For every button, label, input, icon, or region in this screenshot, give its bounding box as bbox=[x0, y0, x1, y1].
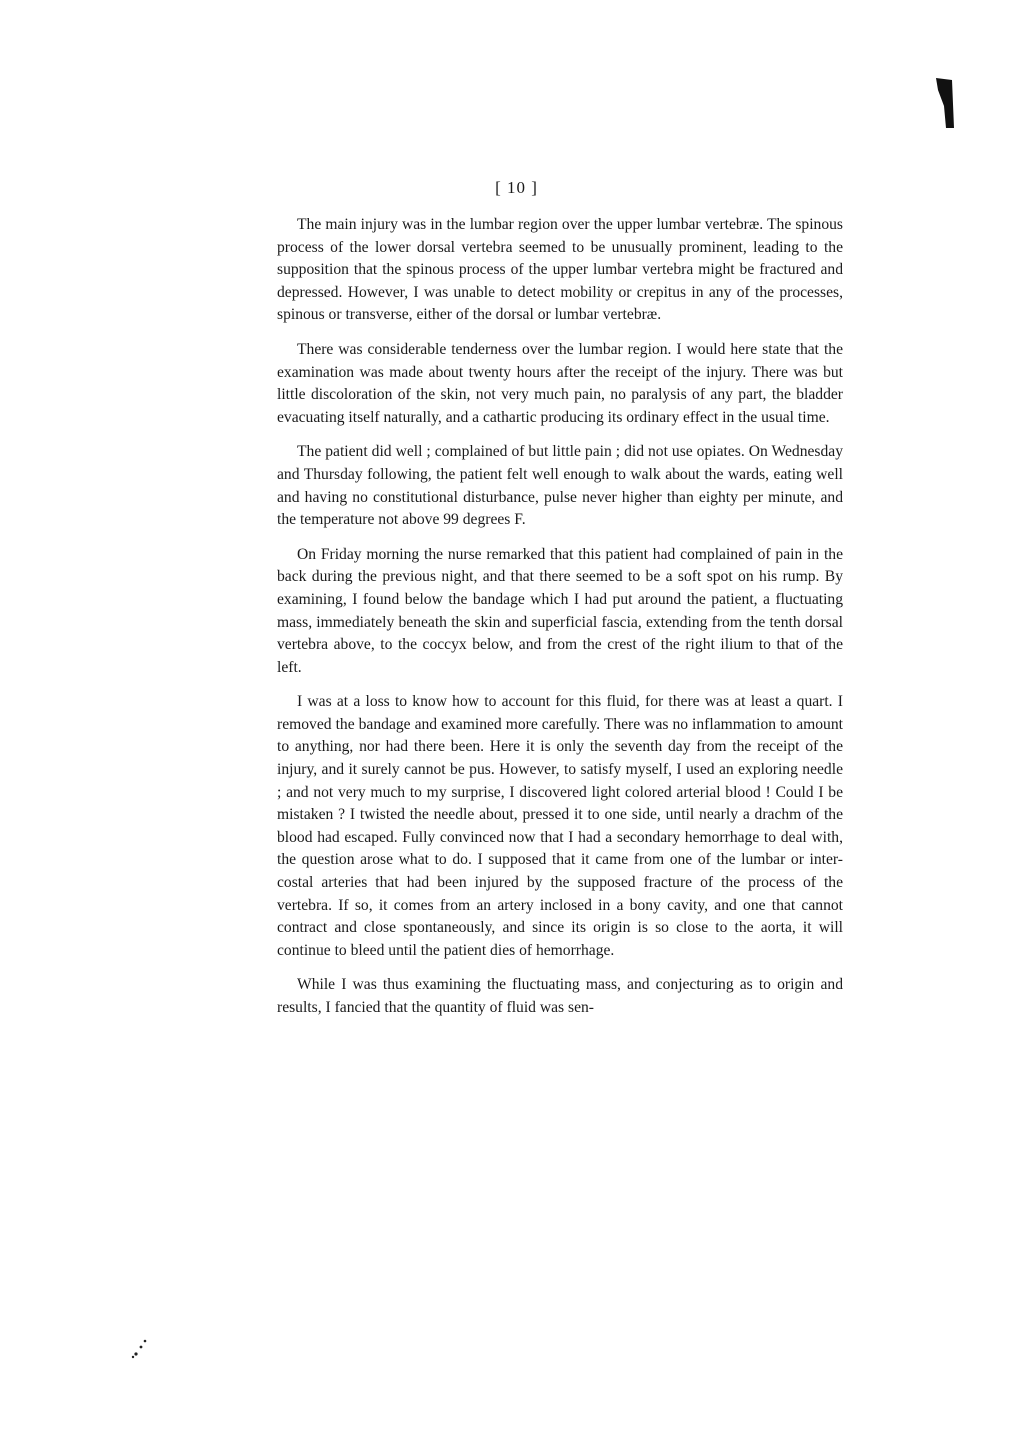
paragraph-4: On Friday morning the nurse remarked that this patient had complained of pain in the back during the previous night, and that there seemed to be a soft spot on his rump. By examining, I found below the bandage which I had put around the patient, a fluctuating mass, immediately beneath the skin and superficial fascia, extending from the tenth dorsal vertebra above, to the coccyx below, and from the crest of the right ilium to that of the left. bbox=[277, 545, 843, 676]
paragraph-2: There was considerable tenderness over the lumbar region. I would here state that the examination was made about twenty hours after the receipt of the injury. There was but little discoloration of the skin, not very much pain, no paralysis of any part, the bladder evacuating itself naturally, and a cathartic producing its ordinary effect in the usual time. bbox=[277, 340, 843, 426]
paragraph-5: I was at a loss to know how to account for this fluid, for there was at least a quart. I removed the bandage and examined more carefully. There was no inflammation to amount to anything, nor had there been. Here it is only the seventh day from the receipt of the injury, and it surely cannot be pus. However, to satisfy myself, I used an exploring needle ; and not very much to my surprise, I discovered light colored arterial blood ! Could I be mistaken ? I twisted the needle about, pressed it to one side, until nearly a drachm of the blood had escaped. Fully convinced now that I had a secondary hemorrhage to deal with, the question arose what to do. I supposed that it came from one of the lumbar or inter-costal arteries that had been injured by the supposed fracture of the process of the vertebra. If so, it comes from an artery inclosed in a bony cavity, and one that cannot contract and close spontaneously, and since its origin is so close to the aorta, it will continue to bleed until the patient dies of hemorrhage. bbox=[277, 693, 843, 959]
paragraph-3: The patient did well ; complained of but little pain ; did not use opiates. On Wednesday and Thursday following, the patient felt well enough to walk about the wards, eating well and having no constitutional disturbance, pulse never higher than eighty per minute, and the temperature not above 99 degrees F. bbox=[277, 443, 843, 529]
paragraph-1: The main injury was in the lumbar region over the upper lumbar vertebræ. The spinous process of the lower dorsal vertebra seemed to be unusually prominent, leading to the supposition that the spinous process of the upper lumbar vertebra might be fractured and depressed. However, I was unable to detect mobility or crepitus in any of the processes, spinous or transverse, either of the dorsal or lumbar vertebræ. bbox=[277, 216, 843, 324]
scan-speck bbox=[130, 1338, 150, 1360]
body-text bbox=[277, 214, 843, 1020]
page-number: [ 10 ] bbox=[495, 178, 538, 197]
page-edge-mark bbox=[934, 78, 954, 128]
paragraph-6: While I was thus examining the fluctuating mass, and conjecturing as to origin and results, I fancied that the quantity of fluid was sen- bbox=[277, 976, 843, 1016]
